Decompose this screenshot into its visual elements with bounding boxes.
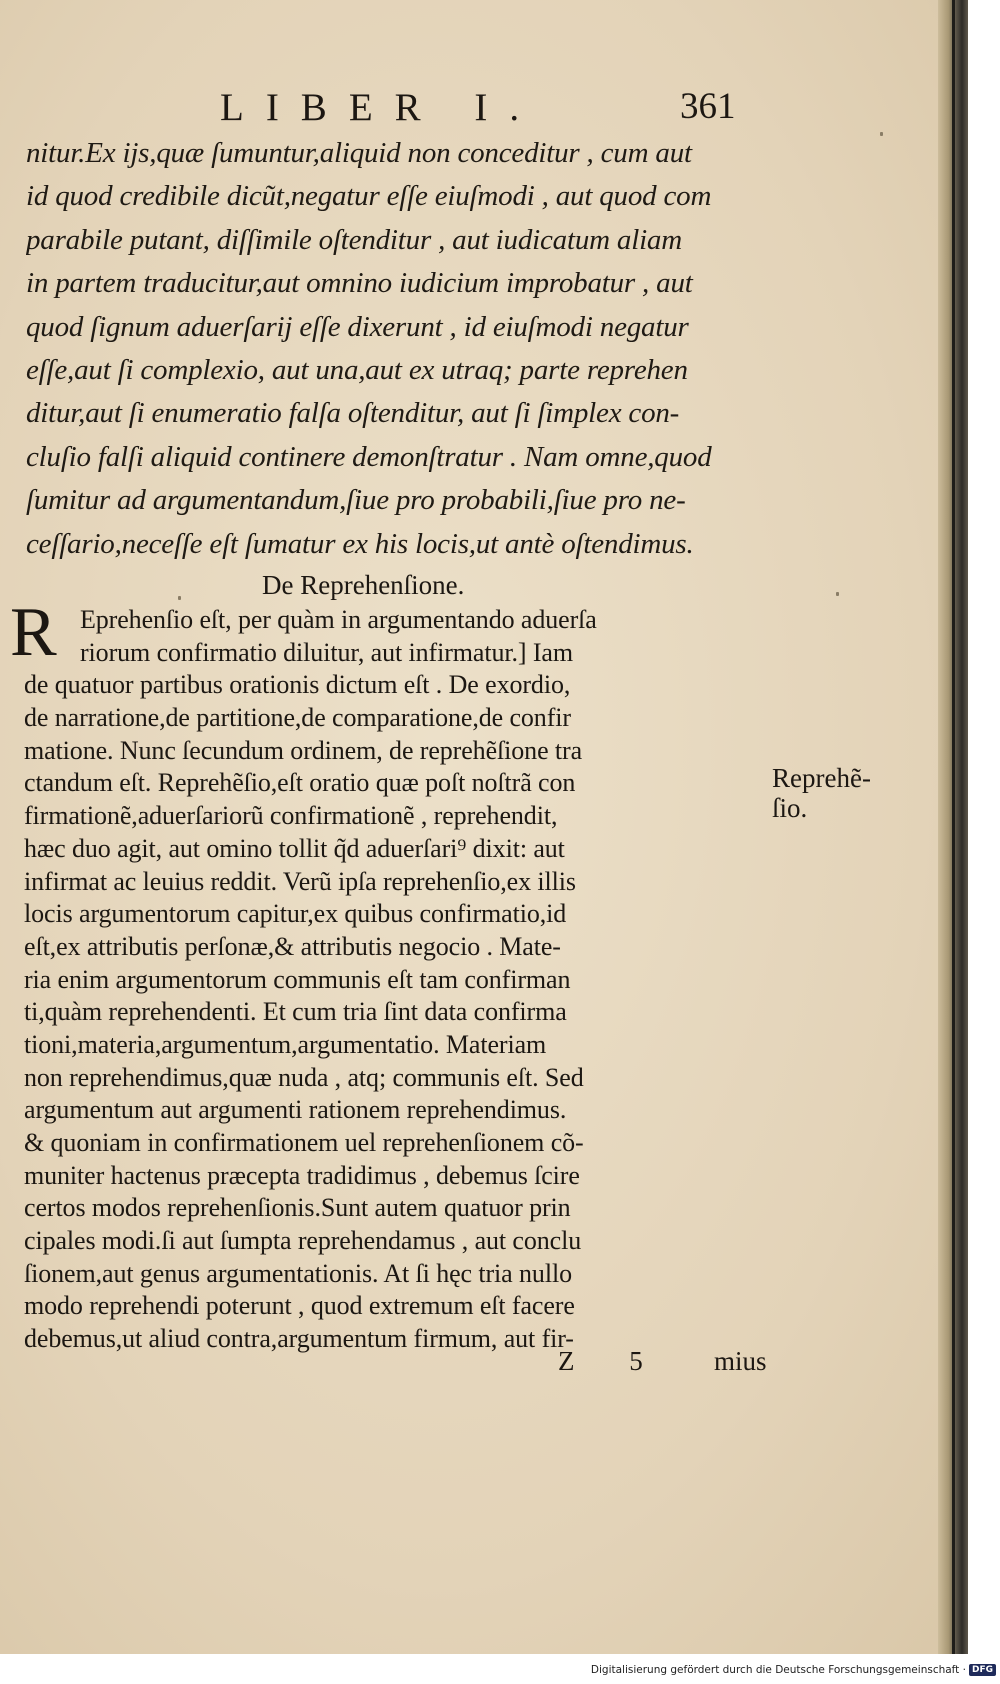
text-line: argumentum aut argumenti rationem reprehendimus. (24, 1095, 567, 1125)
credit-text: Digitalisierung gefördert durch die Deutsche Forschungsgemeinschaft · (590, 1664, 966, 1676)
text-line: in partem traducitur,aut omnino iudicium improbatur , aut (26, 267, 693, 300)
text-line: ctandum eſt. Reprehẽſio,eſt oratio quæ poſt noſtrã con (24, 768, 576, 798)
paper-speck (178, 596, 181, 600)
text-line: debemus,ut aliud contra,argumentum firmum, aut fir- (24, 1324, 574, 1354)
text-line: tioni,materia,argumentum,argumentatio. Materiam (24, 1029, 547, 1059)
text-line: firmationẽ,aduerſariorũ confirmationẽ , reprehendit, (24, 801, 558, 831)
text-line: parabile putant, diſſimile oſtenditur , aut iudicatum aliam (26, 223, 682, 256)
text-line: nitur.Ex ijs,quæ ſumuntur,aliquid non conceditur , cum aut (26, 137, 692, 169)
marginal-note-line: ſio. (772, 793, 808, 823)
text-line: de quatuor partibus orationis dictum eſt . De exordio, (24, 670, 571, 700)
text-line: matione. Nunc ſecundum ordinem, de reprehẽſione tra (24, 735, 583, 765)
text-line: ria enim argumentorum communis eſt tam confirman (24, 964, 571, 994)
text-line: muniter hactenus præcepta tradidimus , debemus ſcire (24, 1160, 580, 1190)
digitization-credit (591, 1664, 996, 1676)
text-line: ditur,aut ſi enumeratio falſa oſtenditur, aut ſi ſimplex con- (26, 397, 680, 430)
dfg-logo-icon: DFG (969, 1664, 996, 1676)
folio-number: 361 (680, 86, 736, 127)
page-header (0, 85, 760, 135)
text-line: ceſſario,neceſſe eſt ſumatur ex his locis,ut antè oſtendimus. (26, 527, 694, 560)
text-line: modo reprehendi poterunt , quod extremum eſt facere (24, 1291, 575, 1321)
text-line: non reprehendimus,quæ nuda , atq; communis eſt. Sed (24, 1062, 584, 1092)
text-line: eſt,ex attributis perſonæ,& attributis negocio . Mate- (24, 931, 561, 961)
text-line: cipales modi.ſi aut ſumpta reprehendamus , aut conclu (24, 1226, 582, 1256)
section-heading: De Reprehenſione. (262, 570, 465, 600)
marginal-note (772, 763, 871, 823)
text-line: Eprehenſio eſt, per quàm in argumentando aduerſa (80, 605, 597, 634)
signature-mark: Z 5 (558, 1346, 667, 1376)
paper-speck (880, 132, 883, 136)
text-line: cluſio falſi aliquid continere demonſtratur . Nam omne,quod (26, 440, 712, 473)
text-line: eſſe,aut ſi complexio, aut una,aut ex utraq; parte reprehen (26, 353, 688, 386)
text-line: locis argumentorum capitur,ex quibus confirmatio,id (24, 899, 567, 929)
text-line: & quoniam in confirmationem uel reprehenſionem cõ- (24, 1128, 584, 1157)
text-line: id quod credibile dicũt,negatur eſſe eiuſmodi , aut quod com (26, 180, 712, 213)
text-line: riorum confirmatio diluitur, aut infirmatur.] Iam (80, 637, 573, 667)
marginal-note-line: Reprehẽ- (772, 763, 871, 793)
italic-paragraph (26, 132, 766, 566)
roman-paragraph (24, 604, 784, 1356)
text-line: quod ſignum aduerſarij eſſe dixerunt , id eiuſmodi negatur (26, 310, 689, 343)
book-binding-edge (938, 0, 968, 1654)
text-line: ſionem,aut genus argumentationis. At ſi hęc tria nullo (24, 1258, 572, 1288)
catchword: mius (714, 1346, 767, 1376)
text-line: hæc duo agit, aut omino tollit q̃d aduerſari⁹ dixit: aut (24, 833, 565, 863)
paper-speck (836, 592, 839, 596)
text-line: certos modos reprehenſionis.Sunt autem quatuor prin (24, 1193, 571, 1223)
text-line: de narratione,de partitione,de comparatione,de confir (24, 703, 571, 733)
text-line: infirmat ac leuius reddit. Verũ ipſa reprehenſio,ex illis (24, 866, 576, 896)
drop-cap-initial: R (10, 594, 57, 671)
running-title: LIBER I. (220, 86, 542, 129)
text-line: ſumitur ad argumentandum,ſiue pro probabili,ſiue pro ne- (26, 484, 686, 517)
text-line: ti,quàm reprehendenti. Et cum tria ſint data confirma (24, 997, 567, 1027)
